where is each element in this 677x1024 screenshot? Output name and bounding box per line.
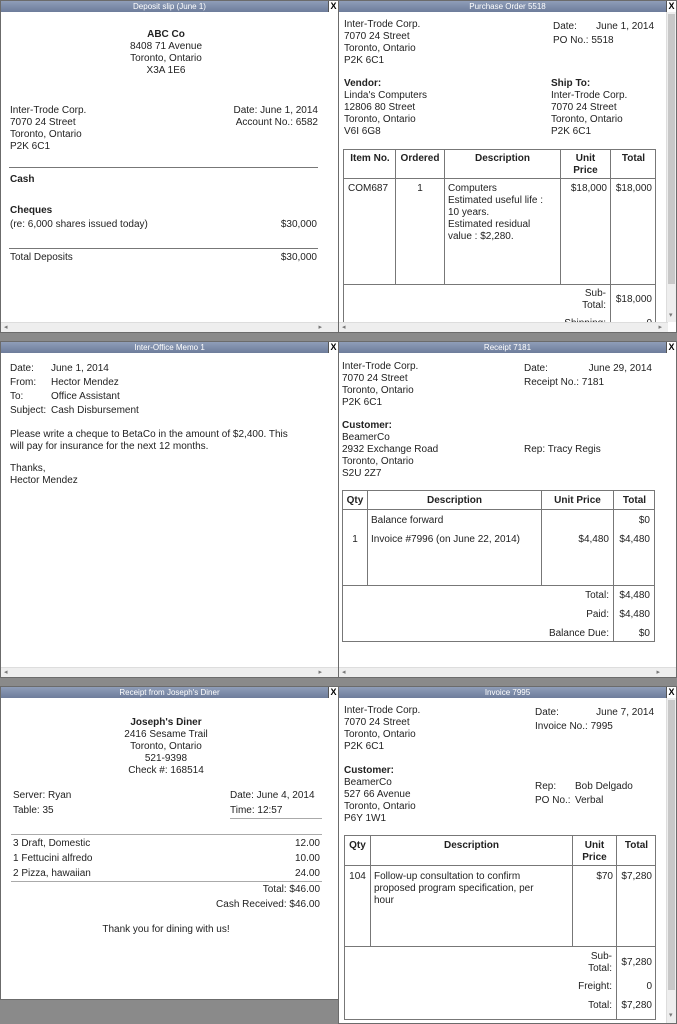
company-postal: P2K 6C1 [342, 397, 383, 408]
total-value: $7,280 [621, 1000, 652, 1011]
order-item-1: 3 Draft, Domestic [13, 838, 91, 849]
restaurant-address-line2: Toronto, Ontario [130, 741, 202, 752]
col-qty: Qty [346, 495, 364, 506]
unit-price: $70 [596, 871, 613, 882]
order-item-1-amount: 12.00 [294, 838, 320, 849]
horizontal-scrollbar[interactable] [1, 667, 338, 677]
line-total: $7,280 [621, 871, 652, 882]
diner-receipt-titlebar[interactable] [1, 687, 338, 698]
cash-label: Cash [10, 174, 35, 185]
item-description-2: Estimated useful life : [448, 195, 544, 206]
ship-to-postal: P2K 6C1 [551, 126, 592, 137]
table-number: Table: 35 [13, 805, 54, 816]
date-label: Date: [524, 363, 548, 374]
date-label: Date: [553, 21, 577, 32]
line-qty: 104 [349, 871, 366, 882]
receipt-date: June 29, 2014 [588, 363, 652, 374]
vendor-name: Linda's Computers [344, 90, 428, 101]
scroll-right-icon[interactable]: ▸ [318, 669, 322, 676]
vendor-address-line1: 12806 80 Street [344, 102, 416, 113]
total-label: Total: [588, 1000, 612, 1011]
scroll-thumb[interactable] [668, 14, 675, 284]
memo-from-label: From: [10, 377, 37, 388]
invoice-date: June 7, 2014 [596, 707, 654, 718]
scroll-left-icon[interactable]: ◂ [4, 669, 8, 676]
purchase-order-titlebar[interactable] [339, 1, 676, 12]
scroll-left-icon[interactable]: ◂ [342, 669, 346, 676]
memo-closing: Thanks, [10, 463, 46, 474]
subtotal-label-2: Total: [588, 963, 612, 974]
col-description: Description [426, 495, 482, 506]
bank-address-line2: Toronto, Ontario [130, 53, 202, 64]
paid-label: Paid: [586, 609, 609, 620]
memo-signature: Hector Mendez [10, 475, 78, 486]
paid-value: $4,480 [619, 609, 650, 620]
diner-receipt-window [0, 686, 339, 1000]
memo-date: June 1, 2014 [51, 363, 109, 374]
purchase-order-window [338, 0, 677, 333]
freight-label: Freight: [578, 981, 612, 992]
server-name: Server: Ryan [13, 790, 72, 801]
memo-to-label: To: [10, 391, 24, 402]
memo-date-label: Date: [10, 363, 34, 374]
customer-name: BeamerCo [344, 777, 392, 788]
rep-label: Rep: [535, 781, 557, 792]
customer-label: Customer: [342, 420, 393, 431]
memo-to: Office Assistant [51, 391, 120, 402]
scroll-down-icon[interactable]: ▾ [669, 1012, 673, 1019]
vertical-scrollbar[interactable] [666, 698, 676, 1023]
scroll-left-icon[interactable]: ◂ [342, 324, 346, 331]
unit-price: $18,000 [570, 183, 607, 194]
customer-postal: P6Y 1W1 [344, 813, 387, 824]
po-label: PO No.: [535, 795, 571, 806]
window-title: Inter-Office Memo 1 [134, 343, 205, 352]
col-description: Description [443, 840, 499, 851]
customer-address-line2: Toronto, Ontario [344, 801, 416, 812]
company-name: Inter-Trode Corp. [342, 361, 419, 372]
memo-titlebar[interactable] [1, 342, 338, 353]
rep-name: Bob Delgado [575, 781, 633, 792]
row2-total: $4,480 [619, 534, 650, 545]
po-date: June 1, 2014 [596, 21, 654, 32]
item-description-4: Estimated residual [448, 219, 531, 230]
company-address-line1: 7070 24 Street [342, 373, 408, 384]
item-description-3: 10 years. [448, 207, 490, 218]
check-number: Check #: 168514 [128, 765, 204, 776]
total-deposits-label: Total Deposits [10, 252, 73, 263]
divider [9, 248, 318, 249]
balance-due-label: Balance Due: [548, 628, 609, 639]
po-value: Verbal [575, 795, 604, 806]
restaurant-phone: 521-9398 [144, 753, 188, 764]
col-unit-price-1: Unit [575, 153, 596, 164]
row1-total: $0 [638, 515, 650, 526]
company-address-line2: Toronto, Ontario [344, 43, 416, 54]
total-deposits-amount: $30,000 [280, 252, 317, 263]
company-address-line1: 7070 24 Street [344, 31, 410, 42]
row2-description: Invoice #7996 (on June 22, 2014) [371, 534, 520, 545]
customer-name: Inter-Trode Corp. [10, 105, 87, 116]
customer-label: Customer: [344, 765, 395, 776]
horizontal-scrollbar[interactable] [339, 322, 668, 332]
company-address-line2: Toronto, Ontario [344, 729, 416, 740]
horizontal-scrollbar[interactable] [1, 322, 338, 332]
subtotal-label-2: Total: [582, 300, 606, 311]
close-button[interactable]: X [328, 342, 338, 353]
row2-unit-price: $4,480 [578, 534, 609, 545]
deposit-slip-window [0, 0, 339, 333]
ship-to-address-line1: 7070 24 Street [551, 102, 617, 113]
col-total: Total [622, 495, 647, 506]
diner-total: Total: $46.00 [262, 884, 320, 895]
col-unit-price-1: Unit [584, 840, 605, 851]
close-button[interactable]: X [328, 687, 338, 698]
vendor-address-line2: Toronto, Ontario [344, 114, 416, 125]
invoice-titlebar[interactable] [339, 687, 676, 698]
horizontal-scrollbar[interactable] [339, 667, 676, 677]
sales-rep: Rep: Tracy Regis [524, 444, 601, 455]
divider [9, 167, 318, 168]
date-label: Date: [535, 707, 559, 718]
window-title: Deposit slip (June 1) [133, 2, 206, 11]
ship-to-label: Ship To: [551, 78, 591, 89]
quantity-ordered: 1 [417, 183, 423, 194]
vendor-label: Vendor: [344, 78, 382, 89]
line-description-2: proposed program specification, per [374, 883, 534, 894]
row2-qty: 1 [352, 534, 358, 545]
window-title: Receipt from Joseph's Diner [119, 688, 220, 697]
receipt-window [338, 341, 677, 678]
subtotal-value: $18,000 [615, 294, 652, 305]
row1-description: Balance forward [371, 515, 444, 526]
order-item-3: 2 Pizza, hawaiian [13, 868, 91, 879]
account-number: Account No.: 6582 [235, 117, 318, 128]
cheques-label: Cheques [10, 205, 53, 216]
receipt-number: Receipt No.: 7181 [524, 377, 605, 388]
close-button[interactable]: X [328, 1, 338, 12]
receipt-time: Time: 12:57 [230, 805, 283, 816]
col-unit-price-2: Price [573, 165, 598, 176]
company-postal: P2K 6C1 [344, 741, 385, 752]
window-title: Invoice 7995 [484, 688, 531, 697]
memo-subject-label: Subject: [10, 405, 47, 416]
close-button[interactable]: X [666, 342, 676, 353]
order-item-2-amount: 10.00 [294, 853, 320, 864]
col-description: Description [474, 153, 530, 164]
total-label: Total: [585, 590, 609, 601]
cheque-description: (re: 6,000 shares issued today) [10, 219, 148, 230]
thank-you-message: Thank you for dining with us! [102, 924, 230, 935]
customer-address-line1: 527 66 Avenue [344, 789, 411, 800]
scroll-right-icon[interactable]: ▸ [658, 324, 662, 331]
col-ordered: Ordered [400, 153, 440, 164]
vertical-scrollbar[interactable] [666, 12, 676, 322]
cash-received: Cash Received: $46.00 [216, 899, 320, 910]
bank-name: ABC Co [147, 29, 185, 40]
col-total: Total [621, 153, 646, 164]
order-item-3-amount: 24.00 [294, 868, 320, 879]
scroll-left-icon[interactable]: ◂ [4, 324, 8, 331]
customer-address-line1: 7070 24 Street [10, 117, 76, 128]
bank-address-line1: 8408 71 Avenue [129, 41, 203, 52]
line-description-1: Follow-up consultation to confirm [374, 871, 521, 882]
vendor-postal: V6I 6G8 [344, 126, 381, 137]
invoice-number: Invoice No.: 7995 [535, 721, 613, 732]
bank-postal: X3A 1E6 [146, 65, 186, 76]
col-unit-price-2: Price [582, 852, 607, 863]
receipt-titlebar[interactable] [339, 342, 676, 353]
subtotal-label-1: Sub- [590, 951, 612, 962]
customer-postal: S2U 2Z7 [342, 468, 382, 479]
subtotal-label-1: Sub- [584, 288, 606, 299]
company-name: Inter-Trode Corp. [344, 705, 421, 716]
order-item-2: 1 Fettucini alfredo [13, 853, 93, 864]
col-total: Total [624, 840, 649, 851]
scroll-down-icon[interactable]: ▾ [669, 312, 673, 319]
memo-from: Hector Mendez [51, 377, 119, 388]
customer-address-line2: Toronto, Ontario [342, 456, 414, 467]
item-description-5: value : $2,280. [448, 231, 514, 242]
scroll-right-icon[interactable]: ▸ [318, 324, 322, 331]
ship-to-name: Inter-Trode Corp. [551, 90, 628, 101]
line-total: $18,000 [615, 183, 652, 194]
customer-name: BeamerCo [342, 432, 390, 443]
balance-due-value: $0 [638, 628, 650, 639]
company-address-line2: Toronto, Ontario [342, 385, 414, 396]
col-unit-price: Unit Price [554, 495, 601, 506]
restaurant-name: Joseph's Diner [130, 717, 202, 728]
close-button[interactable]: X [666, 1, 676, 12]
freight-value: 0 [646, 981, 652, 992]
scroll-right-icon[interactable]: ▸ [656, 669, 660, 676]
restaurant-address-line1: 2416 Sesame Trail [124, 729, 208, 740]
invoice-window [338, 686, 677, 1024]
company-address-line1: 7070 24 Street [344, 717, 410, 728]
cheque-amount: $30,000 [280, 219, 317, 230]
memo-body-line2: will pay for insurance for the next 12 months. [10, 441, 209, 452]
total-value: $4,480 [619, 590, 650, 601]
item-number: COM687 [348, 183, 389, 194]
col-qty: Qty [349, 840, 366, 851]
line-description-3: hour [374, 895, 395, 906]
customer-address-line2: Toronto, Ontario [10, 129, 82, 140]
subtotal-value: $7,280 [621, 957, 652, 968]
deposit-date: Date: June 1, 2014 [233, 105, 318, 116]
window-title: Purchase Order 5518 [469, 2, 546, 11]
memo-body-line1: Please write a cheque to BetaCo in the amount of $2,400. This [10, 429, 288, 440]
customer-postal: P2K 6C1 [10, 141, 51, 152]
company-postal: P2K 6C1 [344, 55, 385, 66]
receipt-date: Date: June 4, 2014 [230, 790, 315, 801]
company-name: Inter-Trode Corp. [344, 19, 421, 30]
scroll-thumb[interactable] [668, 700, 675, 990]
deposit-slip-titlebar[interactable] [1, 1, 338, 12]
window-title: Receipt 7181 [483, 343, 532, 352]
col-item-no: Item No. [350, 153, 390, 164]
customer-address-line1: 2932 Exchange Road [342, 444, 439, 455]
memo-subject: Cash Disbursement [51, 405, 139, 416]
po-number: PO No.: 5518 [553, 35, 614, 46]
memo-window [0, 341, 339, 678]
ship-to-address-line2: Toronto, Ontario [551, 114, 623, 125]
close-button[interactable]: X [666, 687, 676, 698]
item-description-1: Computers [448, 183, 497, 194]
